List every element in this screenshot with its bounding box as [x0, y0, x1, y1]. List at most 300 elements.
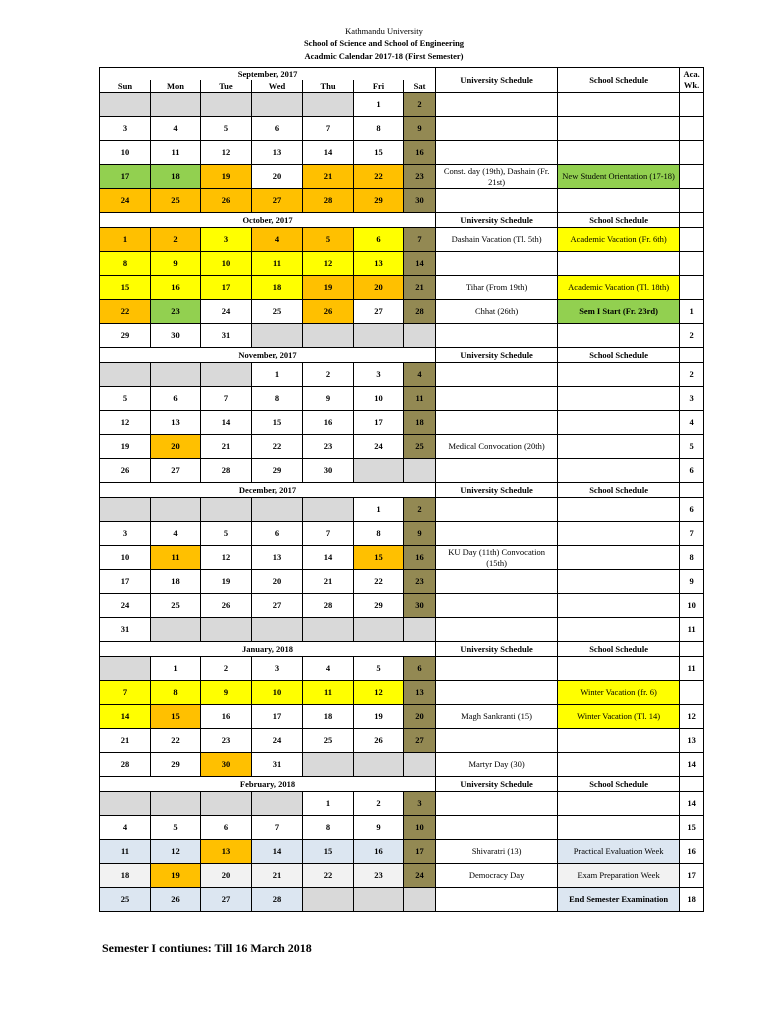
date-cell: 4 — [151, 117, 201, 141]
date-cell: 16 — [151, 276, 201, 300]
date-cell: 26 — [100, 459, 151, 483]
date-cell: 13 — [201, 840, 252, 864]
school-schedule-header: School Schedule — [558, 642, 680, 657]
date-cell: 23 — [201, 729, 252, 753]
date-cell: 3 — [354, 363, 404, 387]
academic-week-cell: 16 — [680, 840, 704, 864]
date-cell: 3 — [100, 117, 151, 141]
empty-date-cell — [100, 498, 151, 522]
academic-week-cell: 17 — [680, 864, 704, 888]
university-schedule-cell: KU Day (11th) Convocation (15th) — [436, 546, 558, 570]
week-row — [100, 411, 704, 435]
university-schedule-cell — [436, 570, 558, 594]
date-cell: 17 — [100, 570, 151, 594]
date-cell: 12 — [201, 546, 252, 570]
university-schedule-cell — [436, 387, 558, 411]
date-cell: 24 — [404, 864, 436, 888]
date-cell: 21 — [201, 435, 252, 459]
date-cell: 8 — [151, 681, 201, 705]
empty-date-cell — [354, 888, 404, 912]
week-row — [100, 276, 704, 300]
academic-week-cell: 14 — [680, 753, 704, 777]
date-cell: 29 — [100, 324, 151, 348]
date-cell: 7 — [201, 387, 252, 411]
date-cell: 7 — [303, 522, 354, 546]
school-schedule-cell — [558, 117, 680, 141]
week-row — [100, 252, 704, 276]
university-schedule-cell — [436, 816, 558, 840]
empty-date-cell — [354, 459, 404, 483]
date-cell: 14 — [303, 546, 354, 570]
university-schedule-header: University Schedule — [436, 68, 558, 93]
university-schedule-cell — [436, 681, 558, 705]
school-schedule-header: School Schedule — [558, 348, 680, 363]
university-schedule-header: University Schedule — [436, 642, 558, 657]
school-schedule-cell — [558, 816, 680, 840]
university-schedule-cell — [436, 729, 558, 753]
date-cell: 20 — [252, 165, 303, 189]
week-row — [100, 165, 704, 189]
week-row — [100, 816, 704, 840]
university-schedule-cell — [436, 618, 558, 642]
date-cell: 30 — [151, 324, 201, 348]
month-header-row — [100, 348, 704, 363]
week-row — [100, 864, 704, 888]
date-cell: 2 — [201, 657, 252, 681]
empty-date-cell — [252, 93, 303, 117]
university-schedule-cell — [436, 189, 558, 213]
date-cell: 25 — [100, 888, 151, 912]
academic-week-cell: 4 — [680, 411, 704, 435]
academic-calendar — [99, 67, 701, 912]
week-row — [100, 522, 704, 546]
date-cell: 24 — [100, 594, 151, 618]
school-schedule-header: School Schedule — [558, 483, 680, 498]
university-schedule-cell: Chhat (26th) — [436, 300, 558, 324]
date-cell: 26 — [303, 300, 354, 324]
school-schedule-cell — [558, 594, 680, 618]
week-row — [100, 705, 704, 729]
date-cell: 24 — [201, 300, 252, 324]
week-row — [100, 93, 704, 117]
date-cell: 10 — [100, 546, 151, 570]
empty-date-cell — [100, 792, 151, 816]
date-cell: 14 — [201, 411, 252, 435]
university-schedule-header: University Schedule — [436, 213, 558, 228]
date-cell: 28 — [303, 594, 354, 618]
date-cell: 29 — [151, 753, 201, 777]
date-cell: 24 — [354, 435, 404, 459]
date-cell: 2 — [404, 93, 436, 117]
date-cell: 15 — [252, 411, 303, 435]
date-cell: 20 — [151, 435, 201, 459]
date-cell: 3 — [252, 657, 303, 681]
date-cell: 4 — [252, 228, 303, 252]
date-cell: 21 — [303, 165, 354, 189]
academic-week-cell: 13 — [680, 729, 704, 753]
date-cell: 20 — [201, 864, 252, 888]
date-cell: 19 — [201, 165, 252, 189]
university-schedule-cell — [436, 363, 558, 387]
date-cell: 26 — [201, 594, 252, 618]
university-schedule-cell: Democracy Day — [436, 864, 558, 888]
date-cell: 11 — [151, 546, 201, 570]
date-cell: 22 — [100, 300, 151, 324]
date-cell: 11 — [303, 681, 354, 705]
school-schedule-cell — [558, 570, 680, 594]
month-header-row — [100, 213, 704, 228]
university-schedule-cell — [436, 93, 558, 117]
school-schedule-cell: Practical Evaluation Week — [558, 840, 680, 864]
school-schedule-cell — [558, 363, 680, 387]
week-row — [100, 594, 704, 618]
academic-week-cell: 3 — [680, 387, 704, 411]
date-cell: 13 — [252, 546, 303, 570]
week-row — [100, 324, 704, 348]
day-name-fri: Fri — [354, 80, 404, 93]
date-cell: 5 — [100, 387, 151, 411]
empty-date-cell — [252, 324, 303, 348]
university-schedule-cell — [436, 792, 558, 816]
week-row — [100, 228, 704, 252]
date-cell: 6 — [151, 387, 201, 411]
school-schedule-cell: Academic Vacation (Fr. 6th) — [558, 228, 680, 252]
date-cell: 4 — [151, 522, 201, 546]
empty-date-cell — [151, 618, 201, 642]
school-schedule-cell: New Student Orientation (17-18) — [558, 165, 680, 189]
empty-date-cell — [151, 792, 201, 816]
empty-date-cell — [252, 792, 303, 816]
date-cell: 23 — [151, 300, 201, 324]
academic-week-cell: 7 — [680, 522, 704, 546]
date-cell: 19 — [303, 276, 354, 300]
date-cell: 25 — [151, 189, 201, 213]
university-schedule-cell — [436, 657, 558, 681]
date-cell: 16 — [303, 411, 354, 435]
date-cell: 1 — [151, 657, 201, 681]
date-cell: 22 — [354, 165, 404, 189]
date-cell: 25 — [151, 594, 201, 618]
week-row — [100, 300, 704, 324]
date-cell: 1 — [303, 792, 354, 816]
empty-date-cell — [404, 888, 436, 912]
university-schedule-cell — [436, 324, 558, 348]
school-schedule-cell — [558, 324, 680, 348]
school-schedule-cell — [558, 252, 680, 276]
date-cell: 13 — [354, 252, 404, 276]
date-cell: 17 — [100, 165, 151, 189]
university-schedule-cell: Medical Convocation (20th) — [436, 435, 558, 459]
date-cell: 10 — [201, 252, 252, 276]
school-schedule-cell — [558, 459, 680, 483]
date-cell: 19 — [354, 705, 404, 729]
academic-week-cell: 5 — [680, 435, 704, 459]
date-cell: 7 — [404, 228, 436, 252]
date-cell: 27 — [354, 300, 404, 324]
date-cell: 25 — [404, 435, 436, 459]
school-schedule-cell — [558, 657, 680, 681]
empty-date-cell — [201, 618, 252, 642]
week-row — [100, 888, 704, 912]
date-cell: 22 — [303, 864, 354, 888]
date-cell: 25 — [252, 300, 303, 324]
date-cell: 17 — [201, 276, 252, 300]
date-cell: 27 — [201, 888, 252, 912]
month-header-row — [100, 642, 704, 657]
date-cell: 29 — [354, 189, 404, 213]
calendar-table — [99, 67, 704, 912]
date-cell: 1 — [100, 228, 151, 252]
date-cell: 26 — [201, 189, 252, 213]
empty-date-cell — [252, 498, 303, 522]
academic-week-cell — [680, 189, 704, 213]
date-cell: 22 — [354, 570, 404, 594]
date-cell: 23 — [404, 165, 436, 189]
day-name-mon: Mon — [151, 80, 201, 93]
university-name: Kathmandu University — [345, 26, 423, 36]
date-cell: 3 — [404, 792, 436, 816]
academic-week-header — [680, 777, 704, 792]
week-row — [100, 546, 704, 570]
month-title: October, 2017 — [100, 213, 436, 228]
date-cell: 5 — [201, 522, 252, 546]
date-cell: 9 — [201, 681, 252, 705]
date-cell: 22 — [252, 435, 303, 459]
date-cell: 9 — [151, 252, 201, 276]
empty-date-cell — [201, 93, 252, 117]
week-row — [100, 117, 704, 141]
date-cell: 28 — [303, 189, 354, 213]
date-cell: 14 — [252, 840, 303, 864]
date-cell: 18 — [303, 705, 354, 729]
week-row — [100, 435, 704, 459]
date-cell: 11 — [100, 840, 151, 864]
date-cell: 1 — [354, 498, 404, 522]
date-cell: 15 — [354, 141, 404, 165]
empty-date-cell — [252, 618, 303, 642]
date-cell: 21 — [303, 570, 354, 594]
date-cell: 16 — [404, 141, 436, 165]
day-name-sat: Sat — [404, 80, 436, 93]
date-cell: 13 — [151, 411, 201, 435]
footer-note: Semester I contiunes: Till 16 March 2018 — [102, 941, 312, 955]
empty-date-cell — [201, 363, 252, 387]
date-cell: 27 — [151, 459, 201, 483]
school-schedule-cell — [558, 189, 680, 213]
university-schedule-cell — [436, 141, 558, 165]
date-cell: 27 — [252, 189, 303, 213]
week-row — [100, 459, 704, 483]
date-cell: 31 — [252, 753, 303, 777]
date-cell: 16 — [354, 840, 404, 864]
date-cell: 20 — [354, 276, 404, 300]
school-schedule-cell: Academic Vacation (Tl. 18th) — [558, 276, 680, 300]
week-row — [100, 498, 704, 522]
academic-week-cell — [680, 93, 704, 117]
academic-week-cell: 18 — [680, 888, 704, 912]
date-cell: 7 — [252, 816, 303, 840]
academic-week-cell — [680, 276, 704, 300]
school-schedule-cell — [558, 792, 680, 816]
date-cell: 8 — [100, 252, 151, 276]
week-row — [100, 618, 704, 642]
day-name-sun: Sun — [100, 80, 151, 93]
university-schedule-cell — [436, 117, 558, 141]
date-cell: 1 — [252, 363, 303, 387]
month-title: November, 2017 — [100, 348, 436, 363]
university-schedule-cell: Const. day (19th), Dashain (Fr. 21st) — [436, 165, 558, 189]
date-cell: 6 — [354, 228, 404, 252]
date-cell: 17 — [354, 411, 404, 435]
school-schedule-cell — [558, 93, 680, 117]
date-cell: 21 — [404, 276, 436, 300]
date-cell: 5 — [354, 657, 404, 681]
date-cell: 18 — [151, 570, 201, 594]
calendar-title: Acadmic Calendar 2017-18 (First Semester) — [304, 51, 464, 61]
empty-date-cell — [404, 459, 436, 483]
university-schedule-cell: Magh Sankranti (15) — [436, 705, 558, 729]
university-schedule-cell: Martyr Day (30) — [436, 753, 558, 777]
school-schedule-cell: Sem I Start (Fr. 23rd) — [558, 300, 680, 324]
empty-date-cell — [303, 888, 354, 912]
empty-date-cell — [201, 498, 252, 522]
month-header-row — [100, 68, 704, 81]
empty-date-cell — [151, 363, 201, 387]
academic-week-cell — [680, 681, 704, 705]
date-cell: 21 — [252, 864, 303, 888]
date-cell: 12 — [303, 252, 354, 276]
academic-week-cell: 14 — [680, 792, 704, 816]
university-schedule-header: University Schedule — [436, 348, 558, 363]
month-header-row — [100, 777, 704, 792]
university-schedule-header: University Schedule — [436, 483, 558, 498]
university-schedule-cell — [436, 888, 558, 912]
date-cell: 24 — [252, 729, 303, 753]
academic-week-cell — [680, 117, 704, 141]
university-schedule-cell — [436, 522, 558, 546]
date-cell: 31 — [201, 324, 252, 348]
date-cell: 9 — [404, 522, 436, 546]
empty-date-cell — [303, 753, 354, 777]
date-cell: 8 — [303, 816, 354, 840]
empty-date-cell — [303, 498, 354, 522]
academic-week-cell: 11 — [680, 657, 704, 681]
month-title: February, 2018 — [100, 777, 436, 792]
date-cell: 23 — [354, 864, 404, 888]
date-cell: 31 — [100, 618, 151, 642]
date-cell: 29 — [354, 594, 404, 618]
date-cell: 13 — [404, 681, 436, 705]
school-schedule-cell — [558, 729, 680, 753]
date-cell: 26 — [354, 729, 404, 753]
academic-week-cell — [680, 165, 704, 189]
date-cell: 5 — [201, 117, 252, 141]
academic-week-cell — [680, 141, 704, 165]
academic-week-cell: 11 — [680, 618, 704, 642]
academic-week-cell: 12 — [680, 705, 704, 729]
date-cell: 15 — [303, 840, 354, 864]
academic-week-header — [680, 213, 704, 228]
date-cell: 9 — [354, 816, 404, 840]
academic-week-header — [680, 348, 704, 363]
academic-week-cell: 6 — [680, 498, 704, 522]
date-cell: 3 — [201, 228, 252, 252]
date-cell: 13 — [252, 141, 303, 165]
school-schedule-cell: Winter Vacation (fr. 6) — [558, 681, 680, 705]
school-schedule-header: School Schedule — [558, 213, 680, 228]
date-cell: 6 — [404, 657, 436, 681]
university-schedule-cell: Shivaratri (13) — [436, 840, 558, 864]
empty-date-cell — [303, 93, 354, 117]
day-name-wed: Wed — [252, 80, 303, 93]
month-title: January, 2018 — [100, 642, 436, 657]
empty-date-cell — [201, 792, 252, 816]
date-cell: 15 — [100, 276, 151, 300]
empty-date-cell — [404, 324, 436, 348]
date-cell: 7 — [303, 117, 354, 141]
date-cell: 28 — [201, 459, 252, 483]
week-row — [100, 729, 704, 753]
school-schedule-cell — [558, 522, 680, 546]
date-cell: 11 — [404, 387, 436, 411]
empty-date-cell — [404, 618, 436, 642]
date-cell: 24 — [100, 189, 151, 213]
date-cell: 18 — [404, 411, 436, 435]
empty-date-cell — [100, 93, 151, 117]
empty-date-cell — [151, 93, 201, 117]
university-schedule-header: University Schedule — [436, 777, 558, 792]
university-schedule-cell — [436, 498, 558, 522]
school-schedule-cell — [558, 498, 680, 522]
date-cell: 2 — [151, 228, 201, 252]
date-cell: 22 — [151, 729, 201, 753]
university-schedule-cell — [436, 252, 558, 276]
date-cell: 12 — [201, 141, 252, 165]
academic-week-cell: 2 — [680, 324, 704, 348]
date-cell: 8 — [354, 522, 404, 546]
date-cell: 17 — [404, 840, 436, 864]
university-schedule-cell — [436, 594, 558, 618]
academic-week-header — [680, 642, 704, 657]
empty-date-cell — [354, 324, 404, 348]
date-cell: 18 — [151, 165, 201, 189]
date-cell: 4 — [303, 657, 354, 681]
school-schedule-header: School Schedule — [558, 68, 680, 93]
date-cell: 12 — [354, 681, 404, 705]
month-title: September, 2017 — [100, 68, 436, 81]
empty-date-cell — [354, 618, 404, 642]
school-schedule-cell: Winter Vacation (Tl. 14) — [558, 705, 680, 729]
school-schedule-cell — [558, 387, 680, 411]
date-cell: 7 — [100, 681, 151, 705]
academic-week-header — [680, 483, 704, 498]
date-cell: 12 — [100, 411, 151, 435]
date-cell: 9 — [303, 387, 354, 411]
date-cell: 1 — [354, 93, 404, 117]
school-name: School of Science and School of Engineering — [303, 38, 465, 48]
date-cell: 8 — [354, 117, 404, 141]
academic-week-cell: 6 — [680, 459, 704, 483]
week-row — [100, 657, 704, 681]
week-row — [100, 792, 704, 816]
empty-date-cell — [151, 498, 201, 522]
date-cell: 2 — [404, 498, 436, 522]
date-cell: 15 — [151, 705, 201, 729]
empty-date-cell — [303, 618, 354, 642]
academic-week-cell: 2 — [680, 363, 704, 387]
date-cell: 10 — [252, 681, 303, 705]
week-row — [100, 570, 704, 594]
